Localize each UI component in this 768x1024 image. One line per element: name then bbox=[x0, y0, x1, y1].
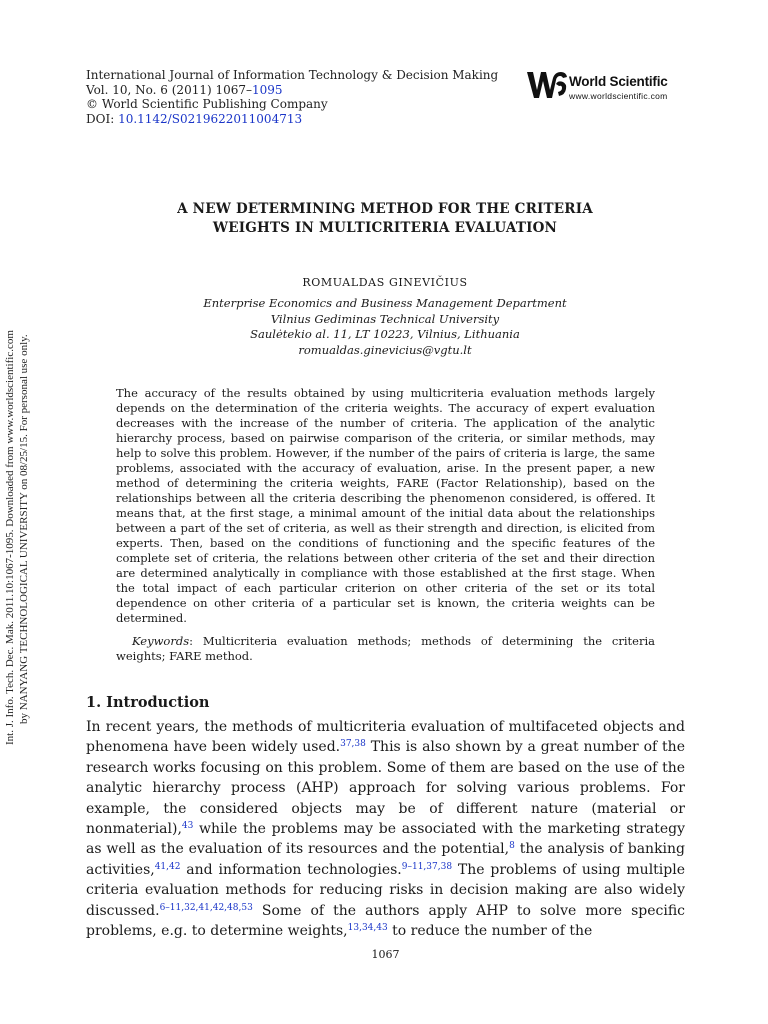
section-heading: 1. Introduction bbox=[86, 694, 210, 711]
citation-link[interactable]: 13,34,43 bbox=[347, 923, 388, 934]
citation-link[interactable]: 9–11,37,38 bbox=[401, 861, 453, 872]
citation-link[interactable]: 6–11,32,41,42,48,53 bbox=[159, 902, 253, 913]
citation-link[interactable]: 41,42 bbox=[154, 861, 181, 872]
download-notice-line-1: Int. J. Info. Tech. Dec. Mak. 2011.10:1067-1095. Downloaded from www.worldscientific.com bbox=[4, 330, 16, 745]
affiliation-department: Enterprise Economics and Business Management Department bbox=[203, 296, 567, 310]
doi-link[interactable]: 10.1142/S0219622011004713 bbox=[118, 111, 303, 126]
citation-link[interactable]: 8 bbox=[509, 841, 515, 852]
publisher-logo bbox=[525, 68, 695, 102]
journal-header bbox=[86, 68, 498, 126]
abstract: The accuracy of the results obtained by using multicriteria evaluation methods largely depends on the determination of the criteria weights. The accuracy of expert evaluation decreases with the increase of the number of criteria. The application of the analytic hierarchy process, based on pairwise comparison of the criteria, or similar methods, may help to solve this problem. However, if the number of the pairs of criteria is large, the same problems, associated with the accuracy of evaluation, arise. In the present paper, a new method of determining the criteria weights, FARE (Factor Relationship), based on the relationships between all the criteria describing the phenomenon considered, is offered. It means that, at the first stage, a minimal amount of the initial data about the relationships between a part of the set of criteria, as well as their strength and direction, is elicited from experts. Then, based on the conditions of functioning and the specific features of the complete set of criteria, the relations between other criteria of the set and their direction are determined analytically in compliance with those established at the first stage. When the total impact of each particular criterion on other criteria of the set or its total dependence on other criteria of a particular set is known, the criteria weights can be determined. bbox=[116, 386, 655, 625]
publisher-name: World Scientific bbox=[569, 74, 668, 89]
affiliation-address: Saulėtekio al. 11, LT 10223, Vilnius, Lithuania bbox=[250, 327, 520, 341]
download-notice-line-2: by NANYANG TECHNOLOGICAL UNIVERSITY on 08/25/15. For personal use only. bbox=[18, 334, 30, 724]
keywords bbox=[116, 634, 655, 664]
affiliation bbox=[86, 296, 684, 358]
intro-paragraph: In recent years, the methods of multicriteria evaluation of multifaceted objects and phenomena have been widely used.$^{37,38}$ This is also shown by a great number of the research works focusing on this problem. Some of them are based on the use of the analytic hierarchy process (AHP) approach for solving various problems. For example, the considered objects may be of different nature (material or nonmaterial),$^{43}$ while the problems may be associated with the marketing strategy as well as the evaluation of its resources and the potential,$^8$ the analysis of banking activities,$^{41,42}$ and information technologies.$^{9-11,37,38}$ The problems of using multiple criteria evaluation methods for reducing risks in decision making are also widely discussed.$^{6-11,32,41,42,48,53}$ Some of the authors apply AHP to solve more specific problems, e.g. to determine weights,$^{13,34,43}$ to reduce the number of the bbox=[86, 719, 686, 940]
journal-name: International Journal of Information Technology & Decision Making bbox=[86, 68, 499, 82]
world-scientific-logo-icon bbox=[525, 68, 569, 102]
page-range-link[interactable]: 1095 bbox=[252, 82, 283, 97]
copyright: © World Scientific Publishing Company bbox=[86, 97, 328, 111]
author-email[interactable]: romualdas.ginevicius@vgtu.lt bbox=[298, 342, 472, 357]
publisher-url: www.worldscientific.com bbox=[569, 91, 668, 101]
author-name: ROMUALDAS GINEVIČIUS bbox=[302, 276, 468, 289]
citation-link[interactable]: 43 bbox=[181, 821, 194, 832]
citation-link[interactable]: 37,38 bbox=[340, 739, 366, 750]
affiliation-university: Vilnius Gediminas Technical University bbox=[270, 311, 500, 326]
journal-volume: Vol. 10, No. 6 (2011) 1067–1095 bbox=[86, 82, 283, 97]
keywords-text: : Multicriteria evaluation methods; methods of determining the criteria weights; FARE method. bbox=[116, 634, 655, 663]
doi-line: DOI: 10.1142/S0219622011004713 bbox=[86, 111, 303, 126]
keywords-label: Keywords bbox=[132, 634, 190, 648]
page-number: 1067 bbox=[371, 948, 400, 961]
paper-title: A NEW DETERMINING METHOD FOR THE CRITERIA WEIGHTS IN MULTICRITERIA EVALUATION bbox=[177, 201, 593, 236]
